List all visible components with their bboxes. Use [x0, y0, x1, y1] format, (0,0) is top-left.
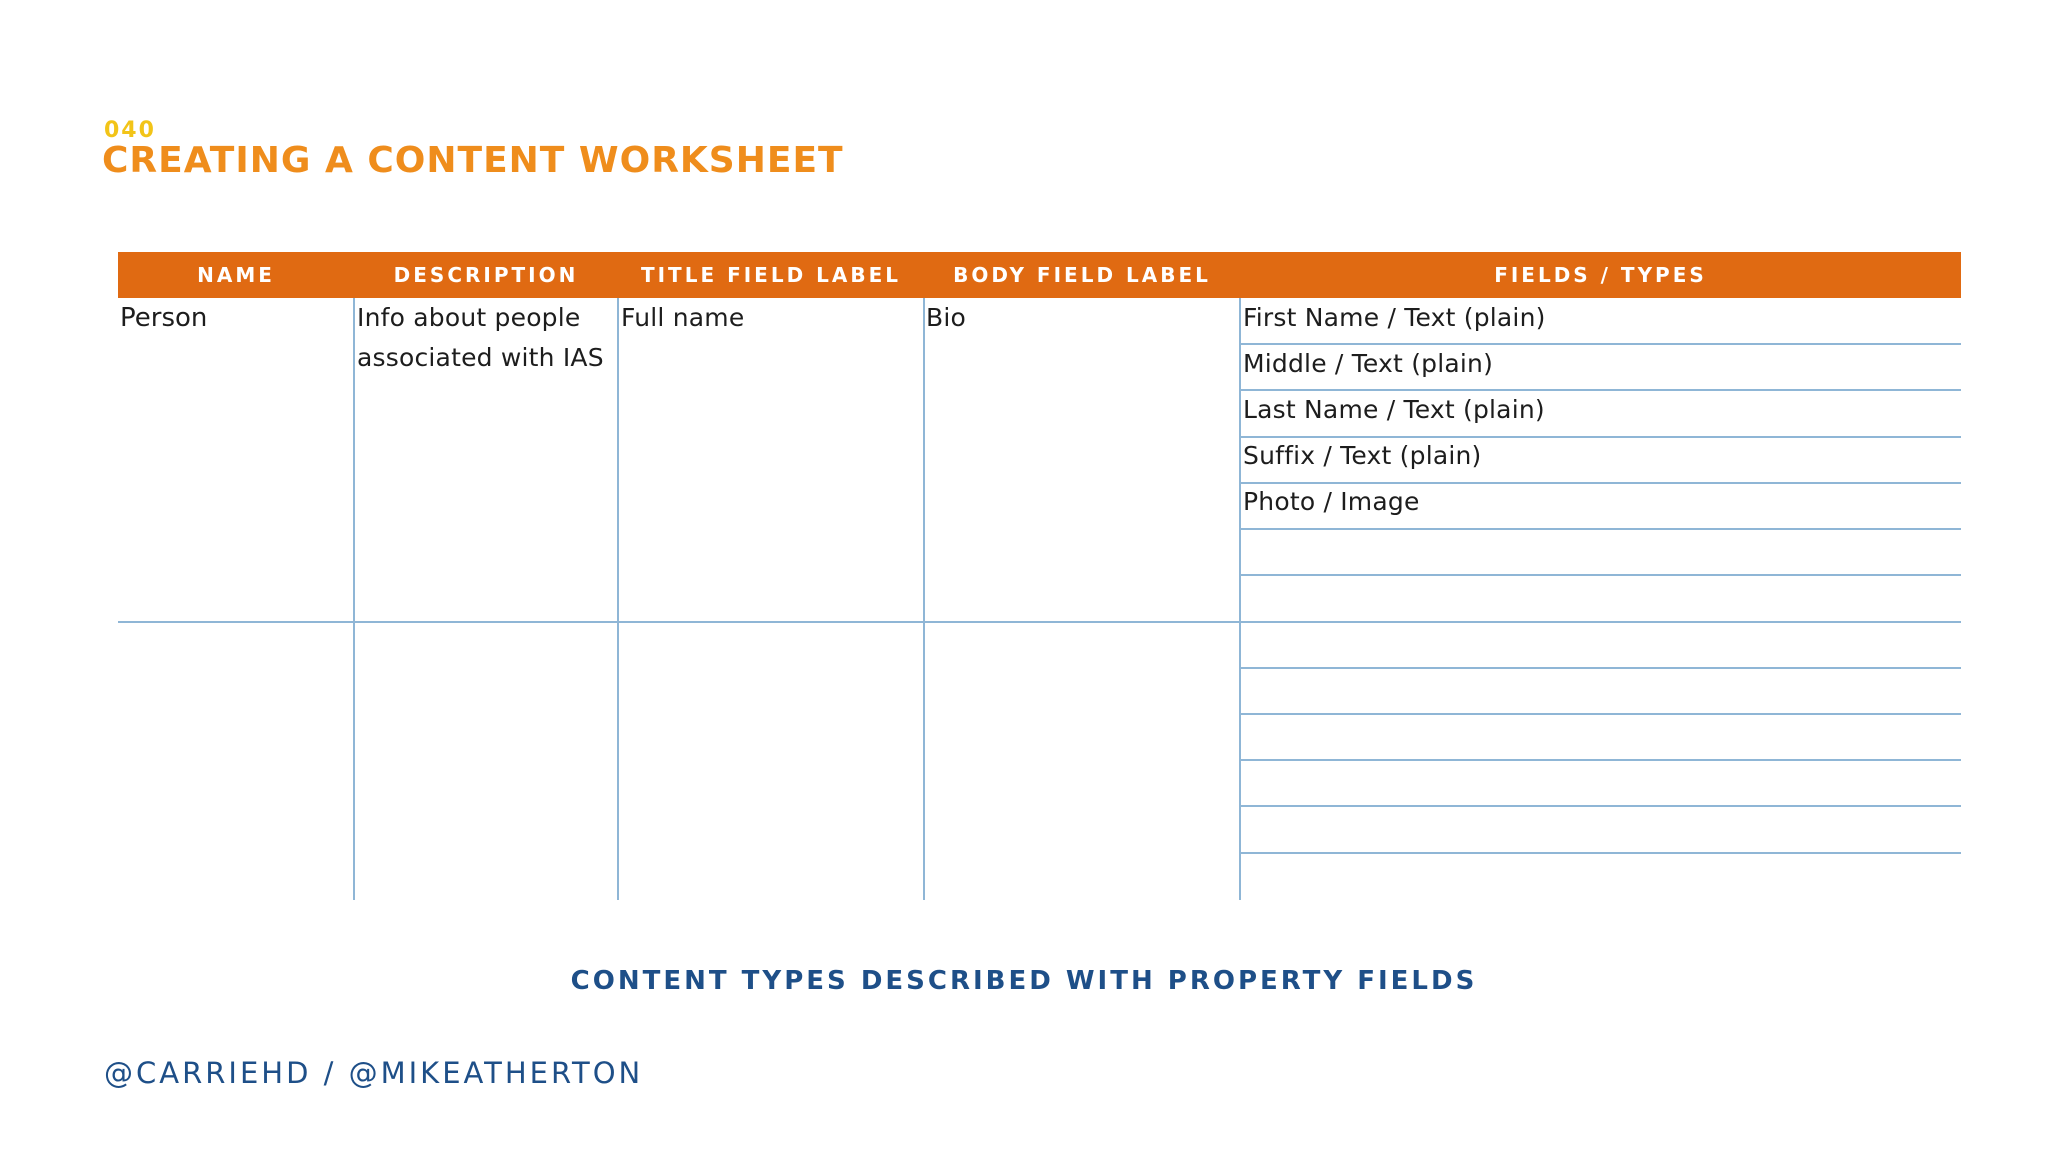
field-entry: First Name / Text (plain): [1243, 303, 1546, 332]
field-line: [1240, 805, 1961, 807]
table-header: [118, 252, 1961, 298]
field-entry: Photo / Image: [1243, 487, 1420, 516]
slide-title: CREATING A CONTENT WORKSHEET: [102, 140, 844, 181]
field-line: [1240, 528, 1961, 530]
row-divider: [118, 621, 1961, 623]
slide-caption: CONTENT TYPES DESCRIBED WITH PROPERTY FIELDS: [570, 966, 1478, 996]
cell-name: Person: [120, 303, 208, 333]
header-body-field-label: BODY FIELD LABEL: [953, 263, 1211, 287]
column-divider: [353, 298, 355, 900]
author-credit: @CARRIEHD / @MIKEATHERTON: [104, 1056, 644, 1090]
field-line: [1240, 713, 1961, 715]
cell-body-field-label: Bio: [926, 303, 966, 332]
content-worksheet-table: [118, 252, 1961, 900]
cell-description-line1: Info about people: [357, 303, 581, 332]
column-divider: [923, 298, 925, 900]
field-entry: Suffix / Text (plain): [1243, 441, 1482, 470]
column-divider: [617, 298, 619, 900]
field-entry: Middle / Text (plain): [1243, 349, 1494, 378]
header-name: NAME: [197, 263, 275, 287]
cell-title-field-label: Full name: [621, 303, 745, 332]
header-description: DESCRIPTION: [393, 263, 579, 287]
field-line: [1240, 759, 1961, 761]
slide-number: 040: [104, 118, 156, 143]
field-line: [1240, 667, 1961, 669]
field-line: [1240, 852, 1961, 854]
field-entry: Last Name / Text (plain): [1243, 395, 1545, 424]
header-fields-types: FIELDS / TYPES: [1494, 263, 1707, 287]
cell-description-line2: associated with IAS: [357, 343, 604, 372]
header-title-field-label: TITLE FIELD LABEL: [640, 263, 902, 287]
field-line: [1240, 574, 1961, 576]
